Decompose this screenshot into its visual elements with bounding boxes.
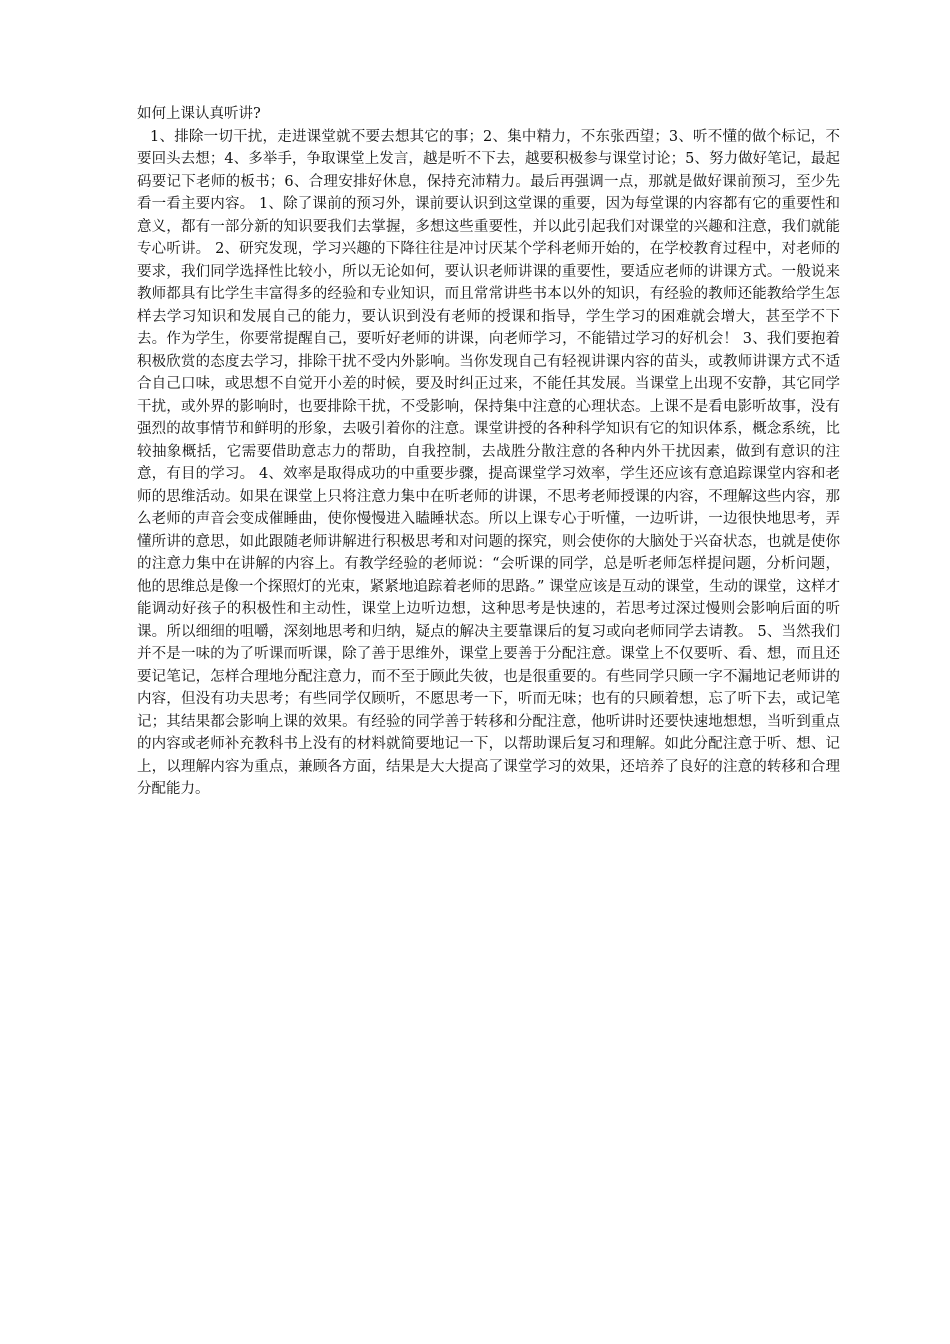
document-content (137, 103, 840, 801)
document-body: 1、排除一切干扰，走进课堂就不要去想其它的事；2、集中精力，不东张西望；3、听不懂的做个标记，不要回头去想；4、多举手，争取课堂上发言，越是听不下去，越要积极参与课堂讨论；5、努力做好笔记，最起码要记下老师的板书；6、合理安排好休息，保持充沛精力。最后再强调一点，那就是做好课前预习，至少先看一看主要内容。 1、除了课前的预习外，课前要认识到这堂课的重要，因为每堂课的内容都有它的重要性和意义，都有一部分新的知识要我们去掌握，多想这些重要性，并以此引起我们对课堂的兴趣和注意，我们就能专心听讲。 2、研究发现，学习兴趣的下降往往是冲讨厌某个学科老师开始的，在学校教育过程中，对老师的要求，我们同学选择性比较小，所以无论如何，要认识老师讲课的重要性，要适应老师的讲课方式。一般说来教师都具有比学生丰富得多的经验和专业知识，而且常常讲些书本以外的知识，有经验的教师还能教给学生怎样去学习知识和发展自己的能力，要认识到没有老师的授课和指导，学生学习的困难就会增大，甚至学不下去。作为学生，你要常提醒自己，要听好老师的讲课，向老师学习，不能错过学习的好机会！ 3、我们要抱着积极欣赏的态度去学习，排除干扰不受内外影响。当你发现自己有轻视讲课内容的苗头，或教师讲课方式不适合自己口味，或思想不自觉开小差的时候，要及时纠正过来，不能任其发展。当课堂上出现不安静，其它同学干扰，或外界的影响时，也要排除干扰，不受影响，保持集中注意的心理状态。上课不是看电影听故事，没有强烈的故事情节和鲜明的形象，去吸引着你的注意。课堂讲授的各种科学知识有它的知识体系，概念系统，比较抽象概括，它需要借助意志力的帮助，自我控制，去战胜分散注意的各种内外干扰因素，做到有意识的注意，有目的学习。 4、效率是取得成功的中重要步骤，提高课堂学习效率，学生还应该有意追踪课堂内容和老师的思维活动。如果在课堂上只将注意力集中在听老师的讲课，不思考老师授课的内容，不理解这些内容，那么老师的声音会变成催睡曲，使你慢慢进入瞌睡状态。所以上课专心于听懂，一边听讲，一边很快地思考，弄懂所讲的意思，如此跟随老师讲解进行积极思考和对问题的探究，则会使你的大脑处于兴奋状态，也就是使你的注意力集中在讲解的内容上。有教学经验的老师说：“会听课的同学，总是听老师怎样提问题，分析问题，他的思维总是像一个探照灯的光束，紧紧地追踪着老师的思路。” 课堂应该是互动的课堂，生动的课堂，这样才能调动好孩子的积极性和主动性，课堂上边听边想，这种思考是快速的，若思考过深过慢则会影响后面的听课。所以细细的咀嚼，深刻地思考和归纳，疑点的解决主要靠课后的复习或向老师同学去请教。 5、当然我们并不是一味的为了听课而听课，除了善于思维外，课堂上要善于分配注意。课堂上不仅要听、看、想，而且还要记笔记，怎样合理地分配注意力，而不至于顾此失彼，也是很重要的。有些同学只顾一字不漏地记老师讲的内容，但没有功夫思考；有些同学仅顾听，不愿思考一下，听而无味；也有的只顾着想，忘了听下去，或记笔记；其结果都会影响上课的效果。有经验的同学善于转移和分配注意，他听讲时还要快速地想想，当听到重点的内容或老师补充教科书上没有的材料就简要地记一下，以帮助课后复习和理解。如此分配注意于听、想、记上，以理解内容为重点，兼顾各方面，结果是大大提高了课堂学习的效果，还培养了良好的注意的转移和合理分配能力。 (137, 128, 840, 797)
document-title: 如何上课认真听讲? (137, 106, 261, 122)
